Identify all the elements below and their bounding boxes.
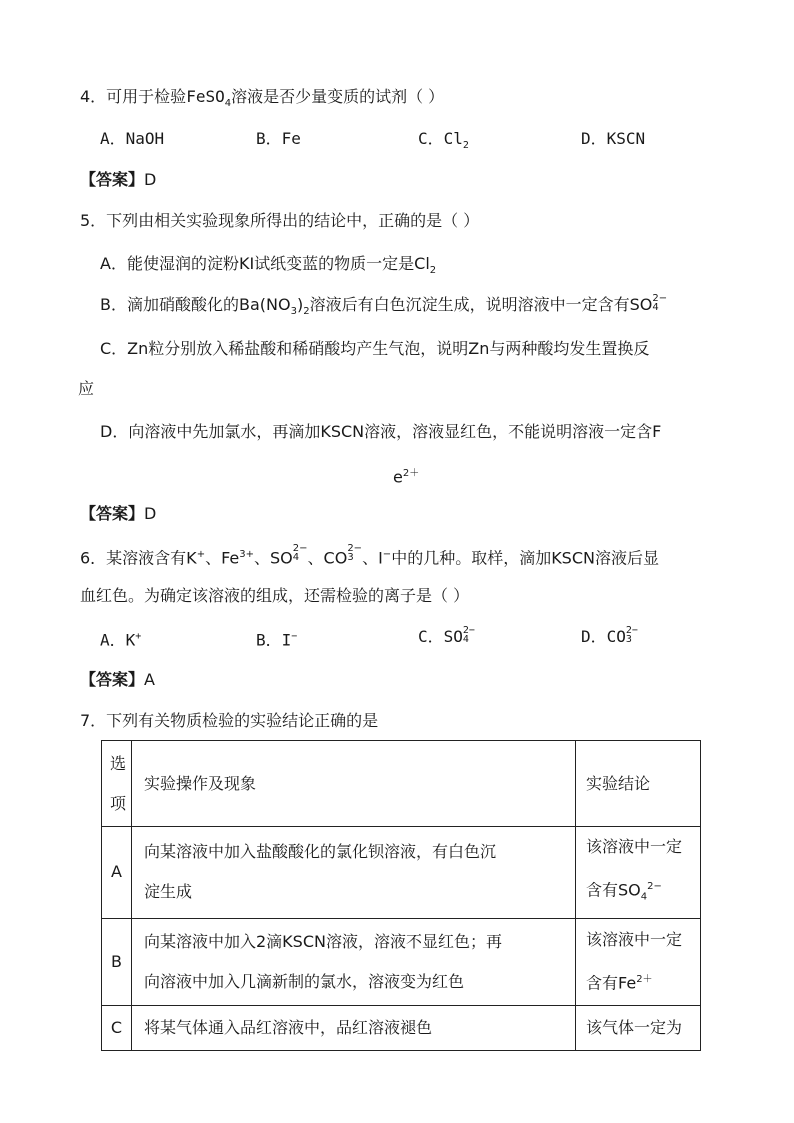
q6-option-c[interactable]: C．SO 2− 4 [418,625,475,646]
table-row [102,1005,701,1050]
q5-option-c-line1[interactable]: C．Zn粒分别放入稀盐酸和稀硝酸均产生气泡，说明Zn与两种酸均发生置换反 [100,339,650,358]
q4-option-d[interactable]: D．KSCN [581,129,646,148]
q5-option-c-line2: 应 [78,379,95,398]
header-operation: 实验操作及现象 [132,741,576,827]
q6-option-b[interactable]: B．I− [256,630,298,650]
row-conclusion: 该溶液中一定 含有$SO_4^{2-}$ [576,827,701,919]
row-option: B [102,918,132,1005]
q5-option-a[interactable]: A．能使湿润的淀粉KI试纸变蓝的物质一定是$Cl_2$ [100,254,437,277]
q5-stem: 5．下列由相关实验现象所得出的结论中，正确的是（ ） [80,211,480,230]
q4-stem: 4．可用于检验FeSO$_4$溶液是否少量变质的试剂（ ） [80,87,445,110]
q6-stem-line1: 6．某溶液含有K+、$Fe^{3+}$、SO 2− 4 、CO 2− 3 、I−中的几种。取样，滴加KSCN溶液后显 [80,543,659,568]
row-operation: 将某气体通入品红溶液中，品红溶液褪色 [132,1005,576,1050]
row-operation: 向某溶液中加入盐酸酸化的氯化钡溶液，有白色沉 淀生成 [132,827,576,919]
q4-answer: 【答案】D [80,170,157,189]
q5-option-d-line1[interactable]: D．向溶液中先加氯水，再滴加KSCN溶液，溶液显红色，不能说明溶液一定含F [100,422,662,441]
q4-option-a[interactable]: A．NaOH [100,129,165,148]
q6-option-a[interactable]: A．K+ [100,630,142,650]
header-conclusion: 实验结论 [576,741,701,827]
header-option: 选 项 [102,741,132,827]
q7-stem: 7．下列有关物质检验的实验结论正确的是 [80,711,379,730]
row-operation: 向某溶液中加入2滴KSCN溶液，溶液不显红色；再 向溶液中加入几滴新制的氯水，溶液变为红色 [132,918,576,1005]
row-option: C [102,1005,132,1050]
q6-option-d[interactable]: D．CO 2− 3 [581,625,638,646]
q5-option-b[interactable]: B．滴加硝酸酸化的$Ba(NO_3)_2$溶液后有白色沉淀生成，说明溶液中一定含有SO 2− 4 [100,293,668,318]
q5-answer: 【答案】D [80,504,157,523]
q4-option-b[interactable]: B．Fe [256,129,301,148]
q6-answer: 【答案】A [80,670,155,689]
row-option: A [102,827,132,919]
q6-stem-line2: 血红色。为确定该溶液的组成，还需检验的离子是（ ） [80,586,470,605]
row-conclusion: 该气体一定为 [576,1005,701,1050]
table-header-row [102,741,701,827]
table-row [102,827,701,919]
q4-option-c[interactable]: C．$Cl_2$ [418,129,469,152]
q7-table [101,740,701,1051]
row-conclusion: 该溶液中一定 含有$Fe^{2+}$ [576,918,701,1005]
table-row [102,918,701,1005]
q5-option-d-line2: $e^{2+}$ [393,467,420,487]
